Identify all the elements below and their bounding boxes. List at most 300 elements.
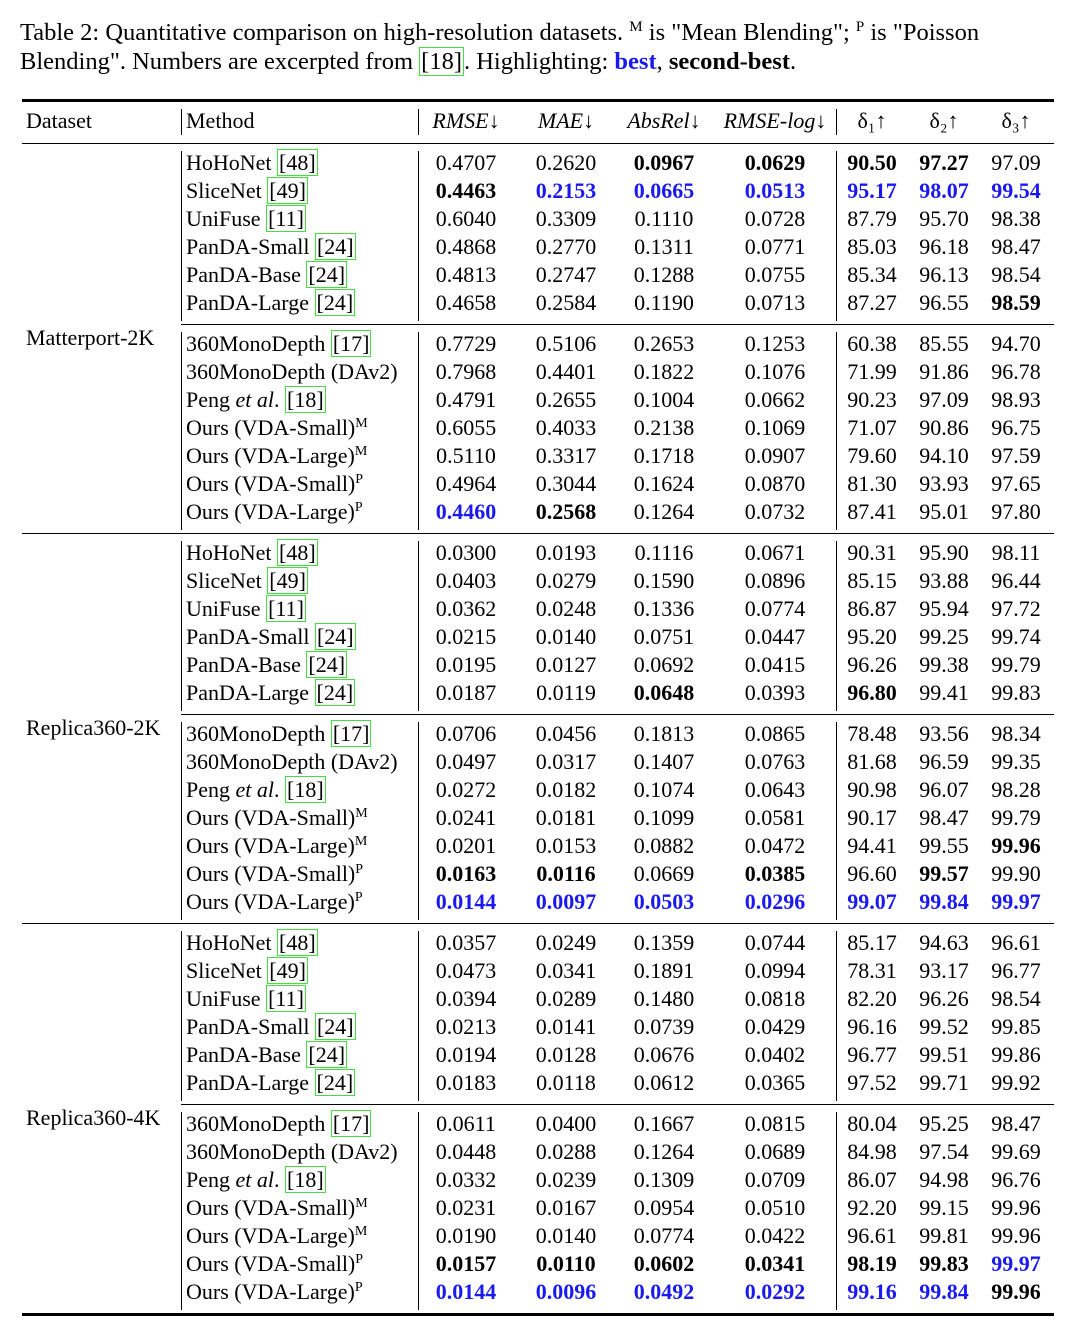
metric-value: 0.0116	[536, 861, 596, 886]
citation-link[interactable]: [24]	[316, 680, 354, 705]
method-name: SliceNet [49]	[186, 958, 306, 983]
column-divider	[418, 151, 419, 321]
metric-value: 0.0497	[435, 749, 497, 774]
metric-value: 0.0870	[744, 471, 806, 496]
metric-value: 99.07	[847, 889, 897, 914]
metric-value: 0.0692	[633, 652, 695, 677]
metric-value: 0.0709	[744, 1167, 806, 1192]
table-row	[0, 651, 1090, 679]
column-divider	[181, 109, 182, 135]
metric-value: 0.0648	[633, 680, 695, 705]
table-row	[0, 957, 1090, 985]
metric-value: 85.55	[919, 331, 969, 356]
table-row	[0, 233, 1090, 261]
metric-value: 0.0140	[535, 624, 597, 649]
column-divider	[418, 931, 419, 1101]
metric-value: 99.69	[991, 1139, 1041, 1164]
metric-value: 0.0110	[536, 1251, 596, 1276]
metric-value: 0.1822	[633, 359, 695, 384]
metric-value: 99.71	[919, 1070, 969, 1095]
citation-link[interactable]: [18]	[287, 1167, 324, 1192]
method-name: Ours (VDA-Small)$^M$	[186, 1195, 368, 1220]
table-row	[0, 1041, 1090, 1069]
group-separator	[181, 1104, 1054, 1105]
metric-value: 94.41	[847, 833, 897, 858]
metric-value: 95.94	[919, 596, 969, 621]
header-metric: δ₂↑	[929, 108, 959, 133]
metric-value: 0.4964	[435, 471, 497, 496]
metric-value: 97.80	[991, 499, 1041, 524]
metric-value: 92.20	[847, 1195, 897, 1220]
metric-value: 0.0612	[633, 1070, 695, 1095]
metric-value: 0.0332	[435, 1167, 497, 1192]
metric-value: 86.07	[847, 1167, 897, 1192]
metric-value: 99.54	[991, 178, 1041, 203]
table-row	[0, 1250, 1090, 1278]
metric-value: 0.1407	[633, 749, 695, 774]
table-row	[0, 888, 1090, 916]
metric-value: 0.1004	[633, 387, 695, 412]
metric-value: 90.31	[847, 540, 897, 565]
group-separator	[181, 324, 1054, 325]
citation-link[interactable]: [11]	[268, 206, 304, 231]
method-name: HoHoNet [48]	[186, 540, 316, 565]
metric-value: 90.23	[847, 387, 897, 412]
metric-value: 98.47	[991, 234, 1041, 259]
method-name: Ours (VDA-Large)$^P$	[186, 1279, 363, 1304]
table-row	[0, 1194, 1090, 1222]
metric-value: 90.17	[847, 805, 897, 830]
metric-value: 99.79	[991, 652, 1041, 677]
metric-value: 0.0272	[435, 777, 497, 802]
metric-value: 0.0213	[435, 1014, 497, 1039]
metric-value: 87.27	[847, 290, 897, 315]
metric-value: 99.86	[991, 1042, 1041, 1067]
metric-value: 96.26	[919, 986, 969, 1011]
metric-value: 98.38	[991, 206, 1041, 231]
metric-value: 96.77	[991, 958, 1041, 983]
header-metric: MAE↓	[537, 108, 595, 133]
metric-value: 96.26	[847, 652, 897, 677]
metric-value: 95.90	[919, 540, 969, 565]
metric-value: 96.16	[847, 1014, 897, 1039]
metric-value: 97.54	[919, 1139, 969, 1164]
column-divider	[836, 722, 837, 920]
metric-value: 0.0231	[435, 1195, 497, 1220]
metric-value: 99.92	[991, 1070, 1041, 1095]
metric-value: 0.0689	[744, 1139, 806, 1164]
method-name: 360MonoDepth (DAv2)	[186, 359, 398, 384]
table-row	[0, 985, 1090, 1013]
legend-best: best	[614, 48, 657, 75]
method-name: UniFuse [11]	[186, 206, 304, 231]
metric-value: 0.0288	[535, 1139, 597, 1164]
metric-value: 96.76	[991, 1167, 1041, 1192]
metric-value: 0.0157	[435, 1251, 497, 1276]
metric-value: 0.4463	[435, 178, 497, 203]
method-name: Peng et al. [18]	[186, 777, 324, 802]
metric-value: 98.54	[991, 986, 1041, 1011]
citation-link[interactable]: [49]	[269, 568, 306, 593]
metric-value: 99.38	[919, 652, 969, 677]
metric-value: 93.56	[919, 721, 969, 746]
method-name: PanDA-Large [24]	[186, 1070, 354, 1095]
metric-value: 0.0818	[744, 986, 806, 1011]
column-divider	[836, 109, 837, 135]
metric-value: 0.3044	[535, 471, 597, 496]
metric-value: 0.0713	[744, 290, 806, 315]
column-divider	[181, 722, 182, 920]
method-name: PanDA-Base [24]	[186, 652, 346, 677]
citation-link[interactable]: [24]	[308, 652, 346, 677]
metric-value: 0.0456	[535, 721, 597, 746]
citation-link[interactable]: [24]	[316, 624, 354, 649]
dataset-label: Replica360-4K	[26, 1104, 161, 1130]
method-name: Ours (VDA-Small)$^M$	[186, 415, 368, 440]
citation-link[interactable]: [49]	[269, 178, 306, 203]
method-name: Ours (VDA-Large)$^M$	[186, 1223, 368, 1248]
table-row	[0, 177, 1090, 205]
citation-link[interactable]: [24]	[308, 262, 346, 287]
metric-value: 99.16	[847, 1279, 897, 1304]
metric-value: 96.60	[847, 861, 897, 886]
metric-value: 0.0241	[435, 805, 497, 830]
metric-value: 87.79	[847, 206, 897, 231]
metric-value: 0.0422	[744, 1223, 806, 1248]
metric-value: 98.07	[919, 178, 969, 203]
metric-value: 0.2620	[535, 150, 597, 175]
metric-value: 99.81	[919, 1223, 969, 1248]
metric-value: 0.0676	[633, 1042, 695, 1067]
method-name: PanDA-Small [24]	[186, 624, 354, 649]
column-divider	[836, 931, 837, 1101]
metric-value: 96.61	[847, 1223, 897, 1248]
column-divider	[836, 1112, 837, 1310]
metric-value: 0.0128	[535, 1042, 597, 1067]
citation-link[interactable]: [24]	[308, 1042, 346, 1067]
metric-value: 95.17	[847, 178, 897, 203]
citation-link[interactable]: [24]	[316, 290, 354, 315]
metric-value: 0.0144	[435, 889, 497, 914]
table-row	[0, 567, 1090, 595]
metric-value: 85.15	[847, 568, 897, 593]
metric-value: 0.0473	[435, 958, 497, 983]
table-row	[0, 470, 1090, 498]
table-row	[0, 1110, 1090, 1138]
metric-value: 0.0774	[744, 596, 806, 621]
citation-link[interactable]: [17]	[332, 1111, 370, 1136]
metric-value: 99.83	[991, 680, 1041, 705]
metric-value: 0.0662	[744, 387, 806, 412]
metric-value: 99.90	[991, 861, 1041, 886]
metric-value: 0.1590	[633, 568, 695, 593]
method-name: 360MonoDepth (DAv2)	[186, 1139, 398, 1164]
metric-value: 0.0167	[535, 1195, 597, 1220]
metric-value: 0.1718	[633, 443, 695, 468]
metric-value: 96.44	[991, 568, 1041, 593]
method-name: HoHoNet [48]	[186, 930, 316, 955]
metric-value: 85.17	[847, 930, 897, 955]
column-divider	[418, 722, 419, 920]
method-name: HoHoNet [48]	[186, 150, 316, 175]
metric-value: 99.96	[991, 1195, 1041, 1220]
metric-value: 94.98	[919, 1167, 969, 1192]
metric-value: 0.3309	[535, 206, 597, 231]
metric-value: 0.0394	[435, 986, 497, 1011]
metric-value: 96.78	[991, 359, 1041, 384]
method-name: 360MonoDepth [17]	[186, 1111, 370, 1136]
citation-link[interactable]: [48]	[279, 150, 316, 175]
metric-value: 0.1190	[634, 290, 694, 315]
table-rule	[22, 923, 1054, 924]
table-row	[0, 414, 1090, 442]
metric-value: 0.1624	[633, 471, 695, 496]
metric-value: 0.0513	[744, 178, 806, 203]
header-metric: RMSE-log↓	[723, 108, 827, 133]
metric-value: 99.25	[919, 624, 969, 649]
metric-value: 99.96	[991, 1223, 1041, 1248]
method-name: SliceNet [49]	[186, 178, 306, 203]
metric-value: 0.2584	[535, 290, 597, 315]
table-row	[0, 1278, 1090, 1306]
header-dataset: Dataset	[26, 108, 92, 133]
metric-value: 99.85	[991, 1014, 1041, 1039]
metric-value: 96.80	[847, 680, 897, 705]
metric-value: 0.0706	[435, 721, 497, 746]
citation-link[interactable]: [18]	[287, 777, 324, 802]
metric-value: 0.1264	[633, 1139, 695, 1164]
metric-value: 90.50	[847, 150, 897, 175]
table-rule	[22, 1313, 1054, 1316]
metric-value: 0.4868	[435, 234, 497, 259]
method-name: 360MonoDepth [17]	[186, 331, 370, 356]
metric-value: 0.5110	[436, 443, 496, 468]
metric-value: 97.72	[991, 596, 1041, 621]
metric-value: 0.1336	[633, 596, 695, 621]
metric-value: 0.0341	[535, 958, 597, 983]
metric-value: 0.0194	[435, 1042, 497, 1067]
metric-value: 0.4707	[435, 150, 497, 175]
citation-link[interactable]: [24]	[316, 1014, 354, 1039]
metric-value: 0.1309	[633, 1167, 695, 1192]
metric-value: 0.4791	[435, 387, 497, 412]
metric-value: 0.0187	[435, 680, 497, 705]
metric-value: 0.2770	[535, 234, 597, 259]
metric-value: 0.0403	[435, 568, 497, 593]
metric-value: 96.59	[919, 749, 969, 774]
metric-value: 95.25	[919, 1111, 969, 1136]
citation-link[interactable]: [48]	[279, 930, 316, 955]
method-name: PanDA-Base [24]	[186, 262, 346, 287]
metric-value: 0.0429	[744, 1014, 806, 1039]
metric-value: 95.70	[919, 206, 969, 231]
metric-value: 0.7729	[435, 331, 497, 356]
table-row	[0, 442, 1090, 470]
metric-value: 0.1074	[633, 777, 695, 802]
citation-link[interactable]: [17]	[332, 331, 370, 356]
metric-value: 0.0118	[536, 1070, 596, 1095]
metric-value: 98.54	[991, 262, 1041, 287]
metric-value: 71.07	[847, 415, 897, 440]
method-name: PanDA-Small [24]	[186, 1014, 354, 1039]
metric-value: 0.0967	[633, 150, 695, 175]
metric-value: 0.0163	[435, 861, 497, 886]
header-metric: δ₃↑	[1001, 108, 1031, 133]
metric-value: 0.3317	[535, 443, 597, 468]
metric-value: 0.0140	[535, 1223, 597, 1248]
metric-value: 0.0141	[535, 1014, 597, 1039]
citation-link[interactable]: [49]	[269, 958, 306, 983]
metric-value: 0.1099	[633, 805, 695, 830]
metric-value: 98.47	[991, 1111, 1041, 1136]
metric-value: 82.20	[847, 986, 897, 1011]
table-rule	[22, 533, 1054, 534]
header-row	[0, 107, 1090, 135]
metric-value: 91.86	[919, 359, 969, 384]
metric-value: 0.1116	[634, 540, 694, 565]
table-row	[0, 1222, 1090, 1250]
metric-value: 0.0774	[633, 1223, 695, 1248]
metric-value: 0.0763	[744, 749, 806, 774]
metric-value: 99.84	[919, 1279, 969, 1304]
metric-value: 99.52	[919, 1014, 969, 1039]
metric-value: 0.0362	[435, 596, 497, 621]
method-name: Peng et al. [18]	[186, 387, 324, 412]
metric-value: 97.65	[991, 471, 1041, 496]
metric-value: 95.20	[847, 624, 897, 649]
metric-value: 0.0472	[744, 833, 806, 858]
metric-value: 93.88	[919, 568, 969, 593]
metric-value: 0.0815	[744, 1111, 806, 1136]
metric-value: 93.17	[919, 958, 969, 983]
column-divider	[181, 151, 182, 321]
metric-value: 0.4033	[535, 415, 597, 440]
method-name: Ours (VDA-Small)$^P$	[186, 1251, 364, 1276]
metric-value: 99.96	[991, 1279, 1041, 1304]
metric-value: 99.74	[991, 624, 1041, 649]
metric-value: 97.09	[991, 150, 1041, 175]
citation-link[interactable]: [18]	[287, 387, 324, 412]
metric-value: 0.1667	[633, 1111, 695, 1136]
metric-value: 98.28	[991, 777, 1041, 802]
metric-value: 0.0611	[436, 1111, 496, 1136]
table-row	[0, 1069, 1090, 1097]
method-name: UniFuse [11]	[186, 596, 304, 621]
table-row	[0, 720, 1090, 748]
metric-value: 0.0292	[744, 1279, 806, 1304]
citation-link[interactable]: [24]	[316, 1070, 354, 1095]
metric-value: 80.04	[847, 1111, 897, 1136]
column-divider	[836, 332, 837, 530]
metric-value: 0.0183	[435, 1070, 497, 1095]
citation-link[interactable]: [24]	[316, 234, 354, 259]
metric-value: 0.6040	[435, 206, 497, 231]
metric-value: 0.0882	[633, 833, 695, 858]
metric-value: 0.0492	[633, 1279, 695, 1304]
metric-value: 96.13	[919, 262, 969, 287]
metric-value: 95.01	[919, 499, 969, 524]
metric-value: 98.93	[991, 387, 1041, 412]
metric-value: 0.0629	[744, 150, 806, 175]
metric-value: 0.0201	[435, 833, 497, 858]
metric-value: 96.55	[919, 290, 969, 315]
column-divider	[181, 1112, 182, 1310]
column-divider	[181, 541, 182, 711]
column-divider	[181, 931, 182, 1101]
metric-value: 0.0896	[744, 568, 806, 593]
header-method: Method	[186, 108, 255, 133]
metric-value: 0.0182	[535, 777, 597, 802]
metric-value: 0.0954	[633, 1195, 695, 1220]
metric-value: 0.1076	[744, 359, 806, 384]
metric-value: 99.41	[919, 680, 969, 705]
metric-value: 93.93	[919, 471, 969, 496]
metric-value: 0.2653	[633, 331, 695, 356]
metric-value: 0.0643	[744, 777, 806, 802]
metric-value: 0.0907	[744, 443, 806, 468]
metric-value: 0.0581	[744, 805, 806, 830]
table-row	[0, 1013, 1090, 1041]
metric-value: 0.4401	[535, 359, 597, 384]
metric-value: 0.1480	[633, 986, 695, 1011]
metric-value: 0.2747	[535, 262, 597, 287]
metric-value: 0.0296	[744, 889, 806, 914]
method-name: Ours (VDA-Small)$^P$	[186, 861, 364, 886]
header-metric: δ₁↑	[857, 108, 887, 133]
metric-value: 0.1311	[634, 234, 694, 259]
metric-value: 0.0289	[535, 986, 597, 1011]
citation-link[interactable]: [17]	[332, 721, 370, 746]
metric-value: 0.1288	[633, 262, 695, 287]
metric-value: 0.0341	[744, 1251, 806, 1276]
metric-value: 97.59	[991, 443, 1041, 468]
metric-value: 81.30	[847, 471, 897, 496]
table-row	[0, 776, 1090, 804]
metric-value: 94.63	[919, 930, 969, 955]
table-row	[0, 149, 1090, 177]
metric-value: 0.5106	[535, 331, 597, 356]
citation-link[interactable]: [48]	[279, 540, 316, 565]
citation-link[interactable]: [11]	[268, 596, 304, 621]
metric-value: 71.99	[847, 359, 897, 384]
metric-value: 0.0510	[744, 1195, 806, 1220]
metric-value: 0.0393	[744, 680, 806, 705]
metric-value: 96.75	[991, 415, 1041, 440]
table-row	[0, 539, 1090, 567]
citation-link[interactable]: [18]	[421, 48, 462, 75]
method-name: 360MonoDepth (DAv2)	[186, 749, 398, 774]
table-row	[0, 289, 1090, 317]
metric-value: 0.0739	[633, 1014, 695, 1039]
metric-value: 94.10	[919, 443, 969, 468]
metric-value: 0.0728	[744, 206, 806, 231]
metric-value: 98.34	[991, 721, 1041, 746]
metric-value: 90.86	[919, 415, 969, 440]
metric-value: 0.0602	[633, 1251, 695, 1276]
metric-value: 0.0193	[535, 540, 597, 565]
citation-link[interactable]: [11]	[268, 986, 304, 1011]
metric-value: 0.0671	[744, 540, 806, 565]
method-name: SliceNet [49]	[186, 568, 306, 593]
column-divider	[418, 1112, 419, 1310]
metric-value: 99.15	[919, 1195, 969, 1220]
metric-value: 99.97	[991, 1251, 1041, 1276]
dataset-label: Replica360-2K	[26, 714, 161, 740]
legend-second-best: second-best	[668, 48, 790, 75]
metric-value: 87.41	[847, 499, 897, 524]
metric-value: 98.59	[991, 290, 1041, 315]
metric-value: 79.60	[847, 443, 897, 468]
